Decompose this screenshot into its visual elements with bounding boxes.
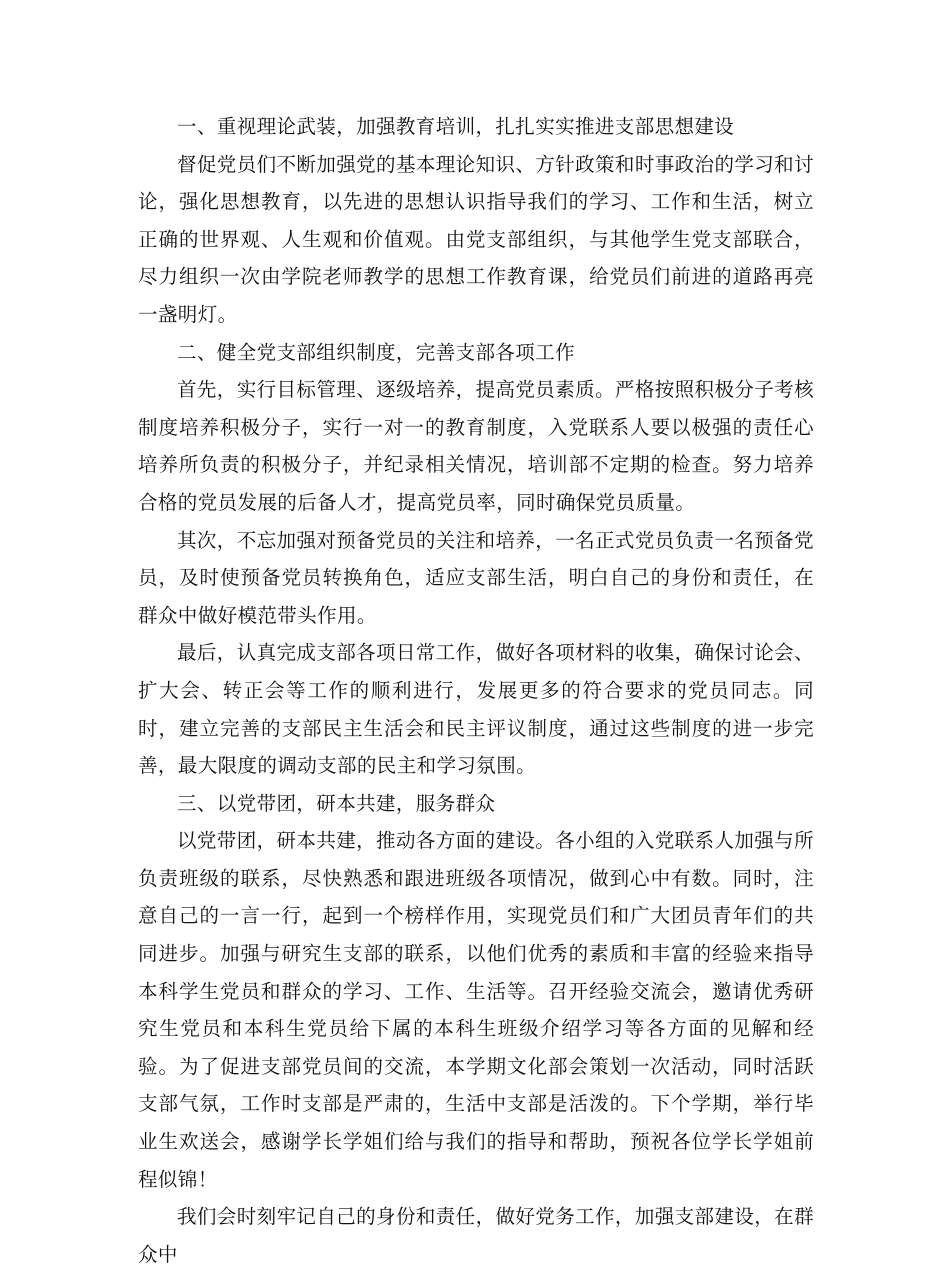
heading-section-2: 二、健全党支部组织制度，完善支部各项工作 bbox=[177, 340, 576, 364]
heading-section-3: 三、以党带团，研本共建，服务群众 bbox=[177, 791, 496, 815]
paragraph-party-league: 以党带团，研本共建，推动各方面的建设。各小组的入党联系人加强与所负责班级的联系，尽快熟悉和跟进班级各项情况，做到心中有数。同时，注意自己的一言一行，起到一个榜样作用，实现党员们和广大团员青年们的共同进步。加强与研究生支部的联系，以他们优秀的素质和丰富的经验来指导本科学生党员和群众的学习、工作、生活等。召开经验交流会，邀请优秀研究生党员和本科生党员给下属的本科生班级介绍学习等各方面的见解和经验。为了促进支部党员间的交流，本学期文化部会策划一次活动，同时活跃支部气氛，工作时支部是严肃的，生活中支部是活泼的。下个学期，举行毕业生欢送会，感谢学长学姐们给与我们的指导和帮助，预祝各位学长学姐前程似锦！ bbox=[138, 829, 814, 1191]
paragraph-closing: 我们会时刻牢记自己的身份和责任，做好党务工作，加强支部建设，在群众中 bbox=[138, 1205, 814, 1266]
heading-section-1: 一、重视理论武装，加强教育培训，扎扎实实推进支部思想建设 bbox=[177, 115, 735, 138]
paragraph-last: 最后，认真完成支部各项日常工作，做好各项材料的收集，确保讨论会、扩大会、转正会等工作的顺利进行，发展更多的符合要求的党员同志。同时，建立完善的支部民主生活会和民主评议制度，通过这些制度的进一步完善，最大限度的调动支部的民主和学习氛围。 bbox=[138, 641, 814, 778]
paragraph-first: 首先，实行目标管理、逐级培养，提高党员素质。严格按照积极分子考核制度培养积极分子，实行一对一的教育制度，入党联系人要以极强的责任心培养所负责的积极分子，并纪录相关情况，培训部不定期的检查。努力培养合格的党员发展的后备人才，提高党员率，同时确保党员质量。 bbox=[138, 378, 814, 514]
paragraph-second: 其次，不忘加强对预备党员的关注和培养，一名正式党员负责一名预备党员，及时使预备党员转换角色，适应支部生活，明白自己的身份和责任，在群众中做好模范带头作用。 bbox=[138, 528, 814, 627]
document-page bbox=[138, 108, 814, 1273]
paragraph-ideology: 督促党员们不断加强党的基本理论知识、方针政策和时事政治的学习和讨论，强化思想教育，以先进的思想认识指导我们的学习、工作和生活，树立正确的世界观、人生观和价值观。由党支部组织，与其他学生党支部联合，尽力组织一次由学院老师教学的思想工作教育课，给党员们前进的道路再亮一盏明灯。 bbox=[138, 152, 814, 326]
